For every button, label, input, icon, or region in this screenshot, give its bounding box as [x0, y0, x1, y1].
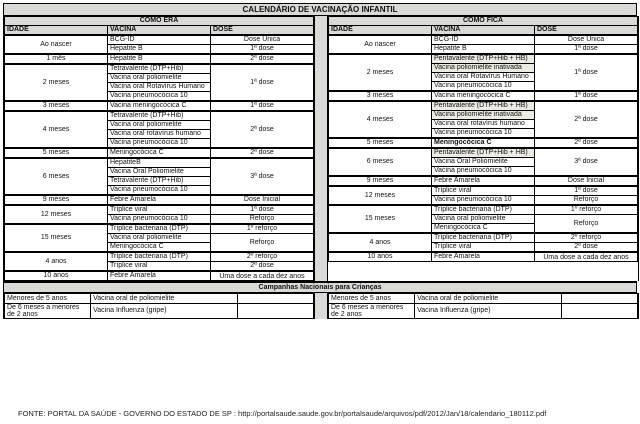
table-row: [5, 304, 314, 319]
dose-cell: Uma dose a cada dez anos: [211, 271, 314, 281]
vaccine-cell: Vacina oral poliomielite: [108, 234, 211, 243]
table-row: [329, 35, 638, 45]
vaccine-cell: Vacina oral rotavírus humano: [108, 130, 211, 139]
age-cell: 2 meses: [329, 54, 432, 91]
campanhas-right: [328, 293, 638, 319]
dose-cell: Reforço: [211, 215, 314, 225]
header-dose: DOSE: [535, 26, 638, 36]
campaign-vaccine-cell: Vacina oral de poliomielite: [91, 294, 238, 304]
vaccine-cell: Vacina pneumocócica 10: [108, 215, 211, 225]
age-cell: 9 meses: [5, 195, 108, 205]
table-row: [329, 294, 638, 304]
vaccine-cell: Vacina Oral Poliomielite: [432, 158, 535, 167]
dose-cell: Dose Inicial: [535, 176, 638, 186]
table-row: [329, 54, 638, 64]
age-cell: 4 anos: [329, 233, 432, 252]
vaccine-cell: Vacina oral Rotavírus Humano: [108, 83, 211, 92]
table-row: [5, 271, 314, 281]
vaccine-cell: Vacina meningocócica C: [432, 91, 535, 101]
age-cell: 15 meses: [5, 224, 108, 252]
vaccine-cell: Vacina pneumocócica 10: [108, 92, 211, 102]
vaccine-cell: Tetravalente (DTP+Hib): [108, 64, 211, 74]
campanhas-left: [4, 293, 314, 319]
campaign-age-cell: De 6 meses a menores de 2 anos: [329, 304, 415, 319]
table-row: [5, 195, 314, 205]
dose-cell: Uma dose a cada dez anos: [535, 252, 638, 262]
table-row: [5, 158, 314, 168]
vaccine-cell: Vacina poliomielite inativada: [432, 64, 535, 73]
age-cell: 5 meses: [329, 138, 432, 148]
vaccine-cell: Vacina pneumocócica 10: [108, 186, 211, 196]
vaccine-cell: Febre Amarela: [432, 176, 535, 186]
dose-cell: Reforço: [535, 215, 638, 234]
dose-cell: 2ª dose: [211, 148, 314, 158]
campaign-vaccine-cell: Vacina oral de poliomielite: [415, 294, 562, 304]
age-cell: 6 meses: [5, 158, 108, 195]
vaccine-cell: Tetravalente (DTP+Hib): [108, 177, 211, 186]
vaccine-cell: Vacina poliomielite inativada: [432, 111, 535, 120]
como-fica-table: [328, 16, 638, 262]
table-row: [329, 252, 638, 262]
campanhas-title: Campanhas Nacionais para Crianças: [3, 281, 637, 293]
age-cell: Ao nascer: [5, 35, 108, 54]
table-row: [5, 64, 314, 74]
dose-cell: 2ª dose: [535, 138, 638, 148]
campaign-age-cell: Menores de 5 anos: [329, 294, 415, 304]
calendar-grid: [3, 16, 639, 281]
vaccine-cell: Meningocócica C: [432, 224, 535, 234]
age-cell: 12 meses: [329, 186, 432, 205]
age-cell: 2 meses: [5, 64, 108, 101]
table-row: [5, 35, 314, 45]
campanhas-left-table: [4, 293, 314, 319]
table-row: [329, 233, 638, 243]
vaccine-cell: Tríplice viral: [108, 205, 211, 215]
vaccine-cell: Pentavalente (DTP+Hib + HB): [432, 54, 535, 64]
age-cell: Ao nascer: [329, 35, 432, 54]
dose-cell: Reforço: [211, 234, 314, 253]
table-row: [5, 54, 314, 64]
campaign-empty-cell: [562, 304, 638, 319]
table-row: [5, 111, 314, 121]
vaccine-cell: BCG-ID: [108, 35, 211, 45]
table-row: [5, 101, 314, 111]
table-row: [329, 91, 638, 101]
como-fica-heading: COMO FICA: [329, 17, 638, 26]
vaccine-cell: Vacina Oral Poliomielite: [108, 168, 211, 177]
vaccine-cell: Tríplice viral: [108, 262, 211, 272]
vaccine-cell: Vacina oral rotavírus humano: [432, 120, 535, 129]
header-dose: DOSE: [211, 26, 314, 36]
age-cell: 10 anos: [329, 252, 432, 262]
vaccine-cell: Meningocócica C: [108, 243, 211, 253]
dose-cell: Reforço: [535, 196, 638, 206]
table-row: [5, 224, 314, 234]
vaccine-cell: Vacina oral Rotavírus Humano: [432, 73, 535, 82]
campaign-age-cell: Menores de 5 anos: [5, 294, 91, 304]
dose-cell: 1ª dose: [535, 45, 638, 55]
campanhas-divider: [314, 293, 328, 319]
dose-cell: 1º reforço: [535, 205, 638, 215]
vaccine-cell: Tríplice viral: [432, 243, 535, 253]
campaign-vaccine-cell: Vacina Influenza (gripe): [415, 304, 562, 319]
vaccine-cell: Vacina pneumocócica 10: [108, 139, 211, 149]
table-row: [5, 205, 314, 215]
como-era-table: [4, 16, 314, 281]
source-footnote: FONTE: PORTAL DA SAÚDE - GOVERNO DO ESTADO DE SP : http://portalsaude.saude.gov.br/portalsaude/arquivos/pdf/2012/Jan/18/calendario_180112.pdf: [18, 409, 547, 418]
campaign-vaccine-cell: Vacina Influenza (gripe): [91, 304, 238, 319]
dose-cell: 3ª dose: [535, 148, 638, 176]
campanhas-right-table: [328, 293, 638, 319]
left-column: [4, 16, 314, 281]
age-cell: 1 mês: [5, 54, 108, 64]
age-cell: 6 meses: [329, 148, 432, 176]
table-row: [5, 252, 314, 262]
table-row: [5, 294, 314, 304]
age-cell: 5 meses: [5, 148, 108, 158]
vaccine-cell: Vacina pneumocócica 10: [432, 129, 535, 139]
header-vacina: VACINA: [432, 26, 535, 36]
vaccine-cell: Vacina meningocócica C: [108, 101, 211, 111]
table-row: [329, 304, 638, 319]
dose-cell: 1ª dose: [211, 45, 314, 55]
table-row: [329, 176, 638, 186]
vaccine-cell: Tríplice bacteriana (DTP): [432, 233, 535, 243]
dose-cell: Dose Inicial: [211, 195, 314, 205]
vaccine-cell: Febre Amarela: [108, 271, 211, 281]
vaccine-cell: BCG-ID: [432, 35, 535, 45]
column-divider: [314, 16, 328, 281]
dose-cell: Dose Única: [535, 35, 638, 45]
dose-cell: 1ª dose: [211, 205, 314, 215]
age-cell: 4 anos: [5, 252, 108, 271]
dose-cell: 1ª dose: [211, 64, 314, 101]
vaccine-cell: Vacina pneumocócica 10: [432, 167, 535, 177]
table-row: [329, 186, 638, 196]
como-era-heading: COMO ERA: [5, 17, 314, 26]
dose-cell: 1ª dose: [535, 91, 638, 101]
header-idade: IDADE: [329, 26, 432, 36]
header-vacina: VACINA: [108, 26, 211, 36]
age-cell: 15 meses: [329, 205, 432, 233]
age-cell: 12 meses: [5, 205, 108, 224]
vaccine-cell: Tríplice bacteriana (DTP): [108, 252, 211, 262]
table-row: [5, 148, 314, 158]
vaccine-cell: HepatiteB: [108, 158, 211, 168]
campaign-empty-cell: [238, 294, 314, 304]
age-cell: 3 meses: [5, 101, 108, 111]
table-row: [329, 101, 638, 111]
dose-cell: 2ª dose: [535, 243, 638, 253]
header-idade: IDADE: [5, 26, 108, 36]
age-cell: 10 anos: [5, 271, 108, 281]
vaccine-cell: Meningocócica C: [108, 148, 211, 158]
vaccination-calendar: [3, 3, 637, 319]
vaccine-cell: Vacina oral poliomielite: [432, 215, 535, 224]
table-row: [329, 138, 638, 148]
vaccine-cell: Febre Amarela: [432, 252, 535, 262]
dose-cell: 2ª dose: [211, 54, 314, 64]
campanhas-grid: [3, 293, 639, 319]
vaccine-cell: Hepatite B: [432, 45, 535, 55]
vaccine-cell: Vacina oral poliomielite: [108, 74, 211, 83]
dose-cell: 3ª dose: [211, 158, 314, 195]
dose-cell: 2ª dose: [211, 262, 314, 272]
vaccine-cell: Pentavalente (DTP+Hib + HB): [432, 101, 535, 111]
table-row: [329, 205, 638, 215]
age-cell: 9 meses: [329, 176, 432, 186]
age-cell: 4 meses: [5, 111, 108, 148]
dose-cell: Dose Única: [211, 35, 314, 45]
table-row: [329, 148, 638, 158]
vaccine-cell: Hepatite B: [108, 54, 211, 64]
vaccine-cell: Vacina pneumocócica 10: [432, 82, 535, 92]
dose-cell: 2º reforço: [211, 252, 314, 262]
vaccine-cell: Meningocócica C: [432, 138, 535, 148]
age-cell: 4 meses: [329, 101, 432, 138]
vaccine-cell: Hepatite B: [108, 45, 211, 55]
age-cell: 3 meses: [329, 91, 432, 101]
dose-cell: 2º reforço: [535, 233, 638, 243]
vaccine-cell: Vacina pneumocócica 10: [432, 196, 535, 206]
dose-cell: 1º reforço: [211, 224, 314, 234]
dose-cell: 1ª dose: [211, 101, 314, 111]
vaccine-cell: Pentavalente (DTP+Hib + HB): [432, 148, 535, 158]
campaign-age-cell: De 6 meses a menores de 2 anos: [5, 304, 91, 319]
vaccine-cell: Tríplice bacteriana (DTP): [108, 224, 211, 234]
dose-cell: 1ª dose: [535, 54, 638, 91]
calendar-title: CALENDÁRIO DE VACINAÇÃO INFANTIL: [3, 3, 637, 16]
dose-cell: 2ª dose: [535, 101, 638, 138]
dose-cell: 2ª dose: [211, 111, 314, 148]
campaign-empty-cell: [238, 304, 314, 319]
vaccine-cell: Tetravalente (DTP+Hib): [108, 111, 211, 121]
vaccine-cell: Febre Amarela: [108, 195, 211, 205]
campaign-empty-cell: [562, 294, 638, 304]
dose-cell: 1ª dose: [535, 186, 638, 196]
vaccine-cell: Vacina oral poliomielite: [108, 121, 211, 130]
right-column: [328, 16, 638, 281]
vaccine-cell: Tríplice bacteriana (DTP): [432, 205, 535, 215]
vaccine-cell: Tríplice viral: [432, 186, 535, 196]
